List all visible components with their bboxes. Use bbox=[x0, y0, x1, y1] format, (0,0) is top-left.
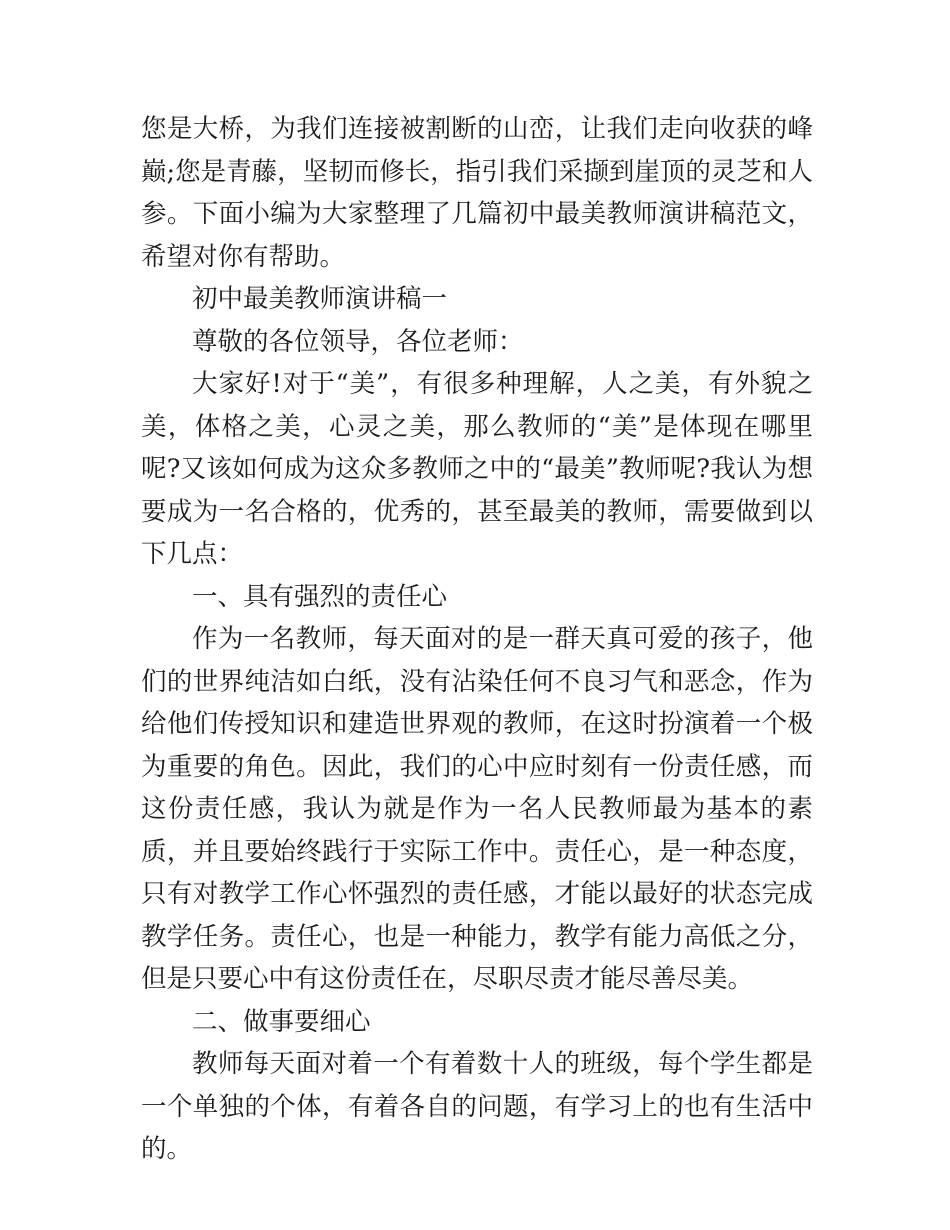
intro-paragraph: 您是大桥，为我们连接被割断的山峦，让我们走向收获的峰巅;您是青藤，坚韧而修长，指引我们采撷到崖顶的灵芝和人参。下面小编为大家整理了几篇初中最美教师演讲稿范文，希望对你有帮助。 bbox=[141, 114, 813, 272]
opening-paragraph: 大家好!对于“美”，有很多种理解，人之美，有外貌之美，体格之美，心灵之美，那么教师的“美”是体现在哪里呢?又该如何成为这众多教师之中的“最美”教师呢?我认为想要成为一名合格的，优秀的，甚至最美的教师，需要做到以下几点： bbox=[141, 369, 813, 569]
responsibility-paragraph: 作为一名教师，每天面对的是一群天真可爱的孩子，他们的世界纯洁如白纸，没有沾染任何不良习气和恶念，作为给他们传授知识和建造世界观的教师，在这时扮演着一个极为重要的角色。因此，我们的心中应时刻有一份责任感，而这份责任感，我认为就是作为一名人民教师最为基本的素质，并且要始终践行于实际工作中。责任心，是一种态度，只有对教学工作心怀强烈的责任感，才能以最好的状态完成教学任务。责任心，也是一种能力，教学有能力高低之分，但是只要心中有这份责任在，尽职尽责才能尽善尽美。 bbox=[141, 624, 813, 994]
carefulness-paragraph: 教师每天面对着一个有着数十人的班级，每个学生都是一个单独的个体，有着各自的问题，有学习上的也有生活中的。 bbox=[141, 1049, 813, 1164]
document-body bbox=[141, 108, 813, 1171]
section-heading-carefulness: 二、做事要细心 bbox=[192, 1006, 371, 1037]
salutation: 尊敬的各位领导，各位老师： bbox=[192, 326, 524, 357]
speech-title: 初中最美教师演讲稿一 bbox=[192, 284, 448, 314]
section-heading-responsibility: 一、具有强烈的责任心 bbox=[192, 581, 448, 612]
